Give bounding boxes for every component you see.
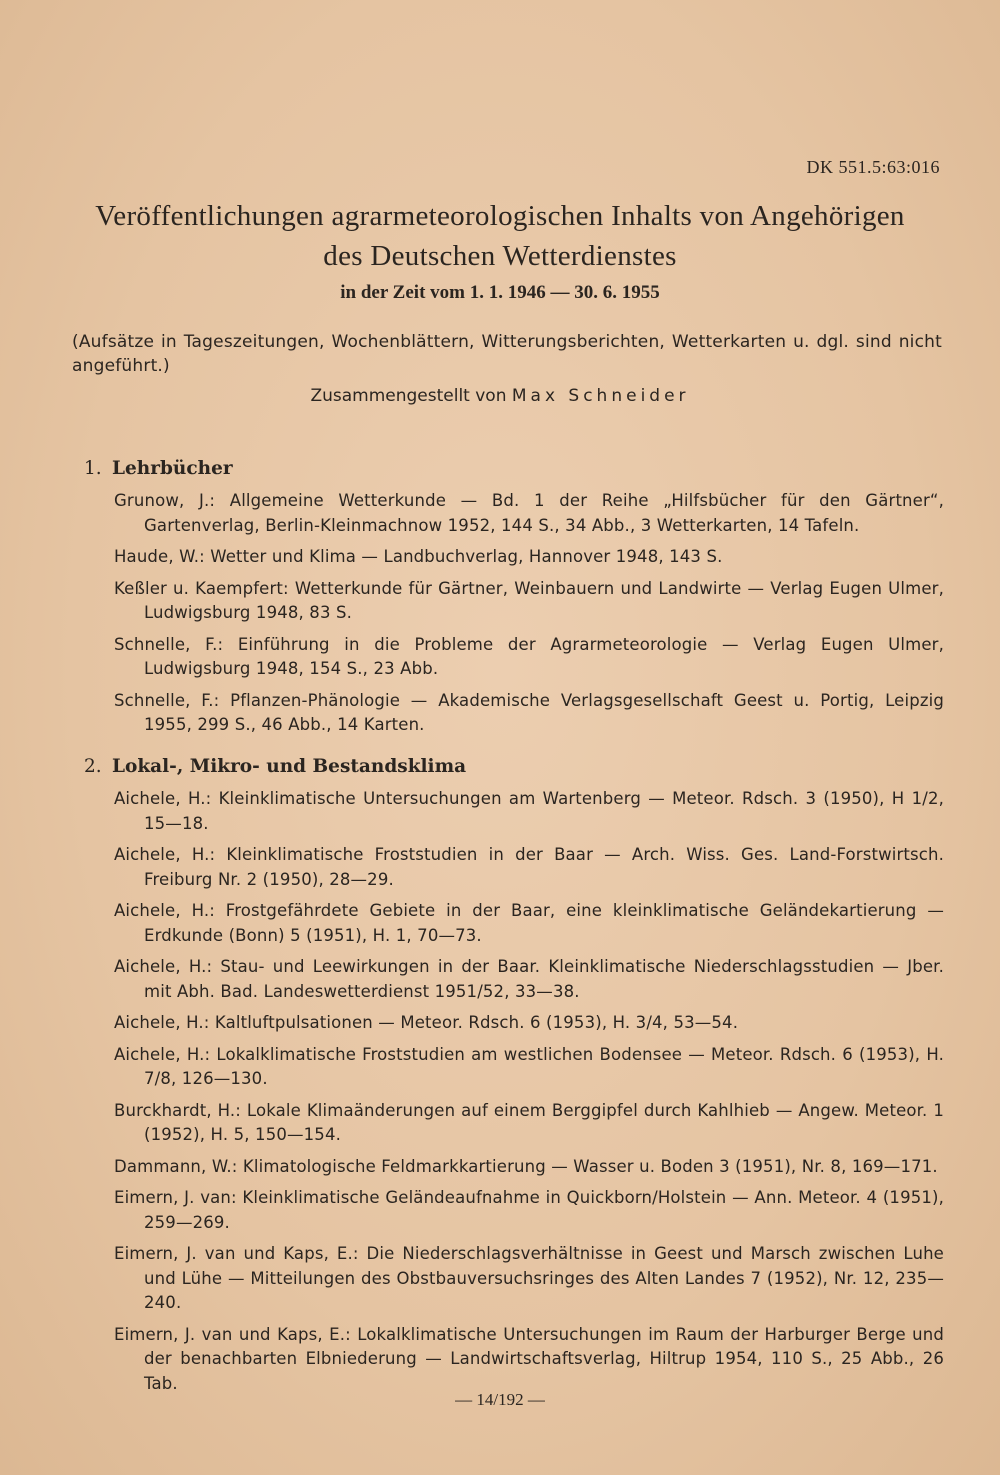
compiler-name: Max Schneider xyxy=(511,386,690,406)
page-title xyxy=(60,196,940,276)
section-lokalklima xyxy=(84,756,944,1403)
bibliography-entry: Eimern, J. van und Kaps, E.: Lokalklimatische Untersuchungen im Raum der Harburger Berge und der benachbarten Elbniederung — Landwirtschaftsverlag, Hiltrup 1954, 110 S., 25 Abb., 26 Tab. xyxy=(114,1324,944,1393)
compiled-by-prefix: Zusammengestellt von xyxy=(310,386,507,406)
dk-classification: DK 551.5:63:016 xyxy=(806,157,940,177)
bibliography-entry: Haude, W.: Wetter und Klima — Landbuchverlag, Hannover 1948, 143 S. xyxy=(114,547,723,566)
section-title: Lehrbücher xyxy=(112,458,233,479)
bibliography-entry: Eimern, J. van: Kleinklimatische Geländeaufnahme in Quickborn/Holstein — Ann. Meteor. 4 (1951), 259—269. xyxy=(114,1188,944,1232)
date-range-subtitle: in der Zeit vom 1. 1. 1946 — 30. 6. 1955 xyxy=(340,282,660,303)
scope-note: (Aufsätze in Tageszeitungen, Wochenblättern, Witterungsberichten, Wetterkarten u. dgl. sind nicht angeführt.) xyxy=(72,332,942,376)
bibliography-entry: Aichele, H.: Kleinklimatische Untersuchungen am Wartenberg — Meteor. Rdsch. 3 (1950), H 1/2, 15—18. xyxy=(114,789,944,833)
bibliography-entry: Aichele, H.: Kleinklimatische Froststudien in der Baar — Arch. Wiss. Ges. Land-Forstwirtsch. Freiburg Nr. 2 (1950), 28—29. xyxy=(114,845,944,889)
title-line-2: des Deutschen Wetterdienstes xyxy=(323,240,677,272)
page-number: — 14/192 — xyxy=(455,1390,545,1409)
section-number: 1. xyxy=(84,458,102,479)
section-number: 2. xyxy=(84,756,102,777)
title-line-1: Veröffentlichungen agrarmeteorologischen Inhalts von Angehörigen xyxy=(95,200,905,232)
bibliography-entry: Burckhardt, H.: Lokale Klimaänderungen auf einem Berggipfel durch Kahlhieb — Angew. Meteor. 1 (1952), H. 5, 150—154. xyxy=(114,1100,944,1144)
bibliography-entry: Keßler u. Kaempfert: Wetterkunde für Gärtner, Weinbauern und Landwirte — Verlag Eugen Ulmer, Ludwigsburg 1948, 83 S. xyxy=(114,578,944,622)
section-heading xyxy=(84,756,944,777)
bibliography-entry: Eimern, J. van und Kaps, E.: Die Niederschlagsverhältnisse in Geest und Marsch zwischen Luhe und Lühe — Mitteilungen des Obstbauversuchsringes des Alten Landes 7 (1952), Nr. 12, 235—240. xyxy=(114,1244,944,1312)
bibliography-entry: Grunow, J.: Allgemeine Wetterkunde — Bd. 1 der Reihe „Hilfsbücher für den Gärtner“, Gartenverlag, Berlin-Kleinmachnow 1952, 144 S., 34 Abb., 3 Wetterkarten, 14 Tafeln. xyxy=(114,491,944,535)
bibliography-entry: Schnelle, F.: Einführung in die Probleme der Agrarmeteorologie — Verlag Eugen Ulmer, Ludwigsburg 1948, 154 S., 23 Abb. xyxy=(114,634,944,678)
section-title: Lokal-, Mikro- und Bestandsklima xyxy=(112,756,467,777)
compiled-by xyxy=(60,386,940,406)
bibliography-entry: Aichele, H.: Frostgefährdete Gebiete in der Baar, eine kleinklimatische Geländekartierung — Erdkunde (Bonn) 5 (1951), H. 1, 70—73. xyxy=(114,901,944,945)
bibliography-entry: Schnelle, F.: Pflanzen-Phänologie — Akademische Verlagsgesellschaft Geest u. Portig, Leipzig 1955, 299 S., 46 Abb., 14 Karten. xyxy=(114,690,944,734)
bibliography-entry: Aichele, H.: Kaltluftpulsationen — Meteor. Rdsch. 6 (1953), H. 3/4, 53—54. xyxy=(114,1013,739,1032)
bibliography-entry: Dammann, W.: Klimatologische Feldmarkkartierung — Wasser u. Boden 3 (1951), Nr. 8, 169—171. xyxy=(114,1156,938,1176)
bibliography-entry: Aichele, H.: Stau- und Leewirkungen in der Baar. Kleinklimatische Niederschlagsstudien — Jber. mit Abh. Bad. Landeswetterdienst 1951/52, 33—38. xyxy=(114,957,944,1001)
section-heading xyxy=(84,458,944,479)
section-lehrbuecher xyxy=(84,458,944,745)
bibliography-entry: Aichele, H.: Lokalklimatische Froststudien am westlichen Bodensee — Meteor. Rdsch. 6 (1953), H. 7/8, 126—130. xyxy=(114,1044,944,1088)
